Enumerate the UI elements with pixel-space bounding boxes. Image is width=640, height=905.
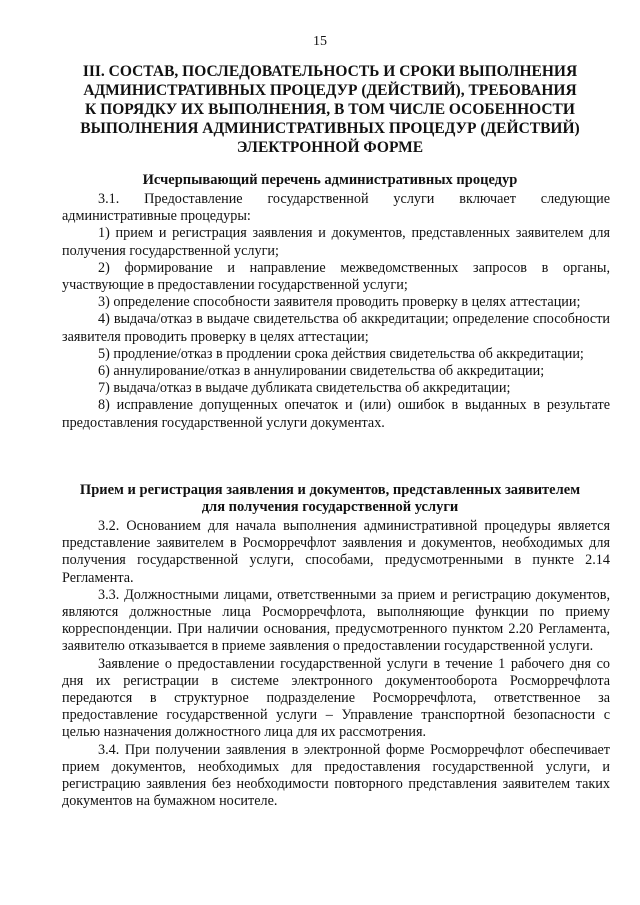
paragraph-3-1: 3.1. Предоставление государственной услуги включает следующие административные процедуры: xyxy=(62,191,610,225)
section-title-line: III. СОСТАВ, ПОСЛЕДОВАТЕЛЬНОСТЬ И СРОКИ ВЫПОЛНЕНИЯ xyxy=(82,63,578,80)
subsection-heading-line: для получения государственной услуги xyxy=(201,499,459,515)
reception-body xyxy=(62,518,610,810)
section-title-line: АДМИНИСТРАТИВНЫХ ПРОЦЕДУР (ДЕЙСТВИЙ), ТРЕБОВАНИЯ xyxy=(83,82,577,99)
list-item: 3) определение способности заявителя проводить проверку в целях аттестации; xyxy=(98,294,581,311)
subsection-heading-reception xyxy=(60,482,600,516)
list-item: 2) формирование и направление межведомственных запросов в органы, участвующие в предоставлении государственной услуги; xyxy=(62,259,610,294)
paragraph-application: Заявление о предоставлении государственной услуги в течение 1 рабочего дня со дня их регистрации в системе электронного документооборота Росморречфлота передаются в структурное подразделение Росморречфлота, ответственное за предоставление государственной услуги – Управление транспортной безопасности с целью назначения должностного лица для их рассмотрения. xyxy=(62,655,610,741)
paragraph-3-4: 3.4. При получении заявления в электронной форме Росморречфлот обеспечивает прием документов, необходимых для предоставления государственной услуги, и регистрацию заявления без необходимости повторного представления заявителем таких документов на бумажном носителе. xyxy=(62,741,610,810)
list-item: 4) выдача/отказ в выдаче свидетельства об аккредитации; определение способности заявителя проводить проверку в целях аттестации; xyxy=(62,311,610,345)
page-number: 15 xyxy=(313,34,327,49)
paragraph-3-3: 3.3. Должностными лицами, ответственными за прием и регистрацию документов, являются должностные лица Росморречфлота, выполняющие функции по приему корреспонденции. При наличии основания, предусмотренного пунктом 2.20 Регламента, заявителю отказывается в приеме заявления о предоставлении государственной услуги. xyxy=(62,586,610,655)
section-title-line: К ПОРЯДКУ ИХ ВЫПОЛНЕНИЯ, В ТОМ ЧИСЛЕ ОСОБЕННОСТИ xyxy=(85,101,575,118)
section-title-line: ЭЛЕКТРОННОЙ ФОРМЕ xyxy=(236,139,424,156)
subsection-heading-procedures: Исчерпывающий перечень административных процедур xyxy=(142,172,518,188)
list-item: 5) продление/отказ в продлении срока действия свидетельства об аккредитации; xyxy=(98,345,584,362)
list-item: 1) прием и регистрация заявления и документов, представленных заявителем для получения государственной услуги; xyxy=(62,225,610,259)
list-item: 7) выдача/отказ в выдаче дубликата свидетельства об аккредитации; xyxy=(98,380,511,397)
section-title-line: ВЫПОЛНЕНИЯ АДМИНИСТРАТИВНЫХ ПРОЦЕДУР (ДЕЙСТВИЙ) xyxy=(80,120,580,137)
section-title xyxy=(70,62,590,157)
list-item: 8) исправление допущенных опечаток и (или) ошибок в выданных в результате предоставления государственной услуги документах. xyxy=(62,397,610,431)
list-item: 6) аннулирование/отказ в аннулировании свидетельства об аккредитации; xyxy=(98,363,545,380)
procedures-list-body xyxy=(62,191,610,432)
subsection-heading-line: Прием и регистрация заявления и документов, представленных заявителем xyxy=(79,482,581,498)
paragraph-3-2: 3.2. Основанием для начала выполнения административной процедуры является представление заявителем в Росморречфлот заявления и документов, необходимых для получения государственной услуги, способами, предусмотренными в пункте 2.14 Регламента. xyxy=(62,518,610,586)
